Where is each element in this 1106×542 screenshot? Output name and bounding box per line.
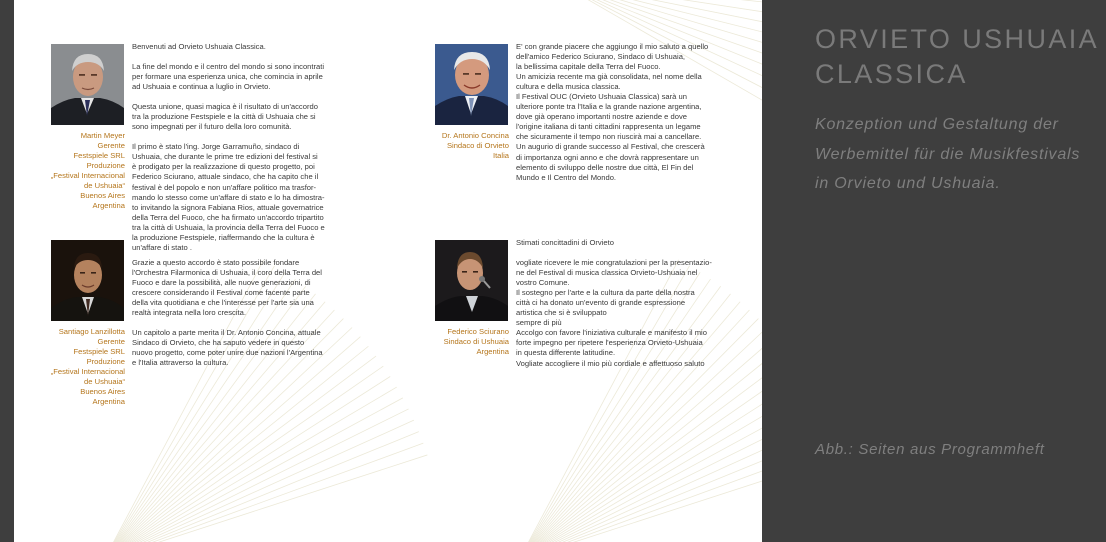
- caption-antonio-concina: Dr. Antonio Concina Sindaco di Orvieto Italia: [441, 131, 509, 160]
- text-line: città ci ha donato un'evento di grande espressione: [516, 298, 686, 308]
- text-line: della vita quotidiana e che l'interesse per l'arte sia una: [132, 298, 314, 308]
- project-description: Konzeption und Gestaltung der Werbemittel für die Musikfestivals in Orvieto und Ushuaia.: [815, 116, 1081, 192]
- caption-santiago-lanzillotta: Santiago Lanzillotta Gerente Festspiele SRL Produzione „Festival Internacional de Ushuaia“ Buenos Aires Argentina: [50, 327, 125, 406]
- text-line: sono impegnati per il futuro della loro comunità.: [132, 122, 292, 132]
- text-line: della Terra del Fuoco, che ha firmato un'accordo tripartito: [132, 212, 324, 222]
- text-line: è prodigato per la realizzazione di questo progetto, poi: [132, 162, 315, 172]
- decorative-ray: [104, 398, 403, 542]
- text-line: Il primo è stato l'ing. Jorge Garramuño, sindaco di: [132, 142, 300, 152]
- decorative-ray: [104, 432, 419, 542]
- text-line: cultura e della musica classica.: [516, 82, 621, 92]
- caption-martin-meyer: Martin Meyer Gerente Festspiele SRL Produzione „Festival Internacional de Ushuaia“ Buenos Aires Argentina: [50, 131, 125, 210]
- decorative-ray: [519, 432, 762, 542]
- text-line: che sicuramente il tempo non riuscirà mai a cancellare.: [516, 132, 702, 142]
- decorative-ray: [104, 409, 409, 542]
- text-line: Un augurio di grande successo al Festival, che crescerà: [516, 142, 705, 152]
- paragraph-gap: [516, 248, 712, 258]
- paragraph-gap: [132, 92, 325, 102]
- decorative-ray: [104, 455, 427, 542]
- decorative-ray: [519, 366, 762, 542]
- text-line: per formare una esperienza unica, che comincia in aprile: [132, 72, 323, 82]
- letter-martin-meyer: [132, 42, 325, 253]
- decorative-ray: [554, 0, 762, 43]
- text-line: Il Festival OUC (Orvieto Ushuaia Classica) sarà un: [516, 92, 687, 102]
- decorative-ray: [104, 366, 383, 542]
- text-line: Stimati concittadini di Orvieto: [516, 238, 614, 247]
- text-line: la bellissima capitale della Terra del Fuoco.: [516, 62, 661, 72]
- text-line: ne del Festival di musica classica Orvieto-Ushuaia nel: [516, 268, 698, 278]
- decorative-ray: [519, 376, 762, 542]
- text-line: E' con grande piacere che aggiungo il mio saluto a quello: [516, 42, 709, 51]
- project-info-panel: [762, 0, 1106, 542]
- decorative-ray: [554, 0, 762, 31]
- decorative-ray: [519, 346, 762, 542]
- text-line: ulteriore ponte tra l'Italia e la grande nazione argentina,: [516, 102, 702, 112]
- text-line: Mundo e Il Centro del Mondo.: [516, 172, 617, 182]
- decorative-ray: [519, 443, 762, 542]
- decorative-ray: [104, 443, 423, 542]
- decorative-ray: [104, 356, 376, 542]
- text-line: Vogliate accogliere il mio più cordiale e affettuoso saluto: [516, 358, 705, 368]
- text-line: dove già operano importanti nostre aziende e dove: [516, 112, 687, 122]
- text-line: l'origine italiana di tanti cittadini rappresenta un legame: [516, 122, 701, 132]
- text-line: nuovo progetto, come poter unire due nazioni l'Argentina: [132, 348, 323, 358]
- text-line: Federico Sciurano, attuale sindaco, che ha capito che il: [132, 172, 319, 182]
- text-line: festival è del popolo e non un'affare politico ma trasfor-: [132, 182, 317, 192]
- text-line: elemento di sviluppo delle nostre due città, El Fin del: [516, 162, 694, 172]
- decorative-ray: [554, 0, 762, 7]
- text-line: vostro Comune.: [516, 278, 570, 288]
- text-line: Fuoco e dare la possibilità, alle nuove generazioni, di: [132, 278, 311, 288]
- decorative-ray: [519, 387, 762, 542]
- text-line: in questa differente latitudine.: [516, 348, 616, 358]
- decorative-ray: [519, 455, 762, 542]
- decorative-ray: [104, 387, 397, 542]
- text-line: to invitando la signora Fabiana Rios, attuale governatrice: [132, 202, 324, 212]
- decorative-ray: [104, 376, 390, 542]
- decorative-ray: [104, 346, 368, 542]
- letter-antonio-concina: [516, 42, 708, 183]
- text-line: forte impegno per ripetere l'esperienza Orvieto-Ushuaia: [516, 338, 703, 348]
- paragraph-gap: [132, 52, 325, 62]
- portrait-antonio-concina: [435, 44, 508, 125]
- image-credit: Abb.: Seiten aus Programmheft: [815, 441, 1045, 458]
- text-line: Grazie a questo accordo è stato possibile fondare: [132, 258, 300, 267]
- letter-santiago-lanzillotta: [132, 258, 323, 368]
- text-line: Un amicizia recente ma già consolidata, nel nome della: [516, 72, 702, 82]
- decorative-ray: [519, 398, 762, 542]
- paragraph-gap: [132, 318, 323, 328]
- paragraph-gap: [132, 132, 325, 142]
- decorative-ray: [104, 420, 414, 542]
- text-line: Un capitolo a parte merita il Dr. Antonio Concina, attuale: [132, 328, 321, 338]
- text-line: ad Ushuaia e continua a luglio in Orvieto.: [132, 82, 271, 92]
- text-line: mando lo stesso come un'affare di stato e lo ha dimostra-: [132, 192, 325, 202]
- text-line: crescere considerando il Festival come facente parte: [132, 288, 310, 298]
- text-line: Il sostegno per l'arte e la cultura da parte della nostra: [516, 288, 695, 298]
- portrait-martin-meyer: [51, 44, 124, 125]
- text-line: vogliate ricevere le mie congratulazioni per la presentazio-: [516, 258, 712, 268]
- brochure-spread: [14, 0, 762, 542]
- text-line: sempre di più: [516, 318, 562, 328]
- decorative-ray: [519, 356, 762, 542]
- text-line: Accolgo con favore l'iniziativa culturale e manifesto il mio: [516, 328, 707, 338]
- text-line: Sindaco di Orvieto, che ha saputo vedere in questo: [132, 338, 305, 348]
- text-line: tra la città di Ushuaia, la provincia della Terra del Fuoco e: [132, 222, 325, 232]
- decorative-ray: [519, 409, 762, 542]
- text-line: dell'amico Federico Sciurano, Sindaco di Ushuaia,: [516, 52, 686, 62]
- text-line: l'Orchestra Filarmonica di Ushuaia, il coro della Terra del: [132, 268, 322, 278]
- text-line: tra la produzione Festspiele e la città di Ushuaia che si: [132, 112, 316, 122]
- text-line: Questa unione, quasi magica è il risultato di un'accordo: [132, 102, 318, 112]
- portrait-santiago-lanzillotta: [51, 240, 124, 321]
- project-title: ORVIETO USHUAIA CLASSICA: [815, 24, 1100, 89]
- decorative-ray: [554, 0, 762, 19]
- letter-federico-sciurano: [516, 238, 712, 369]
- text-line: e l'Italia attraverso la cultura.: [132, 358, 229, 368]
- text-line: di importanza ogni anno e che dovrà rappresentare un: [516, 152, 699, 162]
- caption-federico-sciurano: Federico Sciurano Sindaco di Ushuaia Argentina: [443, 327, 509, 356]
- text-line: Ushuaia, che durante le prime tre edizioni del festival si: [132, 152, 318, 162]
- text-line: la produzione Festspiele, riaffermando che la cultura è: [132, 232, 315, 242]
- text-line: artistica che si è sviluppato: [516, 308, 607, 318]
- decorative-ray: [519, 420, 762, 542]
- text-line: La fine del mondo e il centro del mondo si sono incontrati: [132, 62, 325, 72]
- text-line: realtà integrata nella loro crescita.: [132, 308, 246, 318]
- text-line: Benvenuti ad Orvieto Ushuaia Classica.: [132, 42, 266, 51]
- portrait-federico-sciurano: [435, 240, 508, 321]
- text-line: un'affare di stato .: [132, 242, 192, 252]
